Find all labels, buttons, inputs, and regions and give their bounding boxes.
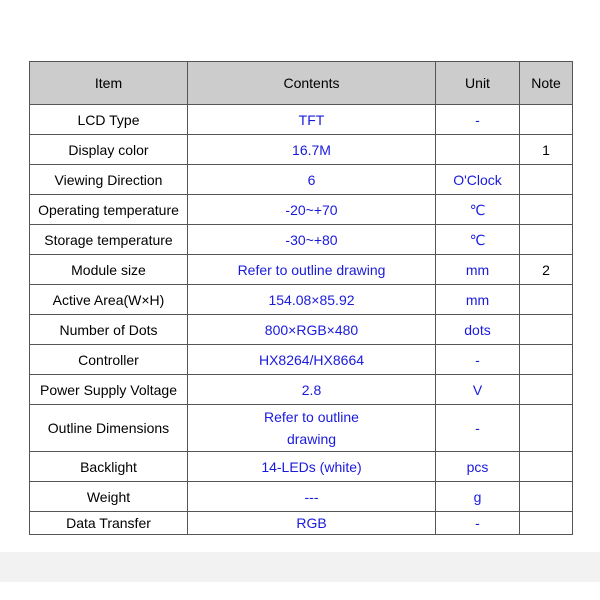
row-note	[520, 225, 573, 255]
table-row	[30, 225, 573, 255]
row-unit: pcs	[436, 452, 520, 482]
row-contents	[188, 405, 436, 452]
specification-table	[29, 61, 573, 535]
row-note	[520, 512, 573, 535]
table-row	[30, 315, 573, 345]
row-item: Power Supply Voltage	[30, 375, 188, 405]
table-row	[30, 195, 573, 225]
table-row	[30, 105, 573, 135]
row-note	[520, 195, 573, 225]
table-row	[30, 255, 573, 285]
table-row	[30, 405, 573, 452]
row-unit: O'Clock	[436, 165, 520, 195]
row-unit: -	[436, 105, 520, 135]
row-unit: ℃	[436, 225, 520, 255]
row-unit: -	[436, 512, 520, 535]
row-item: LCD Type	[30, 105, 188, 135]
row-note: 2	[520, 255, 573, 285]
row-item: Display color	[30, 135, 188, 165]
header-item: Item	[30, 62, 188, 105]
table-row	[30, 452, 573, 482]
table-row	[30, 345, 573, 375]
row-contents: HX8264/HX8664	[188, 345, 436, 375]
row-contents: RGB	[188, 512, 436, 535]
row-contents-line2: drawing	[286, 431, 337, 447]
row-unit: mm	[436, 255, 520, 285]
row-unit: V	[436, 375, 520, 405]
row-note	[520, 165, 573, 195]
row-item: Weight	[30, 482, 188, 512]
row-note	[520, 315, 573, 345]
row-note	[520, 375, 573, 405]
row-unit	[436, 135, 520, 165]
table-row	[30, 165, 573, 195]
row-contents: 6	[188, 165, 436, 195]
row-unit: -	[436, 405, 520, 452]
row-note	[520, 345, 573, 375]
header-unit: Unit	[436, 62, 520, 105]
row-item: Backlight	[30, 452, 188, 482]
row-unit: -	[436, 345, 520, 375]
row-note	[520, 105, 573, 135]
header-row	[30, 62, 573, 105]
bottom-band	[0, 552, 600, 582]
row-unit: g	[436, 482, 520, 512]
row-unit: dots	[436, 315, 520, 345]
table-row	[30, 482, 573, 512]
row-contents: 16.7M	[188, 135, 436, 165]
row-contents: Refer to outline drawing	[188, 255, 436, 285]
row-item: Data Transfer	[30, 512, 188, 535]
row-item: Viewing Direction	[30, 165, 188, 195]
row-note	[520, 285, 573, 315]
row-note: 1	[520, 135, 573, 165]
row-item: Number of Dots	[30, 315, 188, 345]
row-item: Operating temperature	[30, 195, 188, 225]
header-note: Note	[520, 62, 573, 105]
row-contents: ---	[188, 482, 436, 512]
table-row	[30, 135, 573, 165]
table-row	[30, 285, 573, 315]
row-contents: 800×RGB×480	[188, 315, 436, 345]
row-note	[520, 405, 573, 452]
row-contents-line1: Refer to outline	[264, 409, 359, 425]
row-item: Module size	[30, 255, 188, 285]
row-item: Outline Dimensions	[30, 405, 188, 452]
row-item: Storage temperature	[30, 225, 188, 255]
table-row	[30, 512, 573, 535]
row-contents: -30~+80	[188, 225, 436, 255]
row-item: Controller	[30, 345, 188, 375]
row-note	[520, 482, 573, 512]
row-note	[520, 452, 573, 482]
row-contents: 14-LEDs (white)	[188, 452, 436, 482]
row-contents: -20~+70	[188, 195, 436, 225]
row-unit: ℃	[436, 195, 520, 225]
row-contents: TFT	[188, 105, 436, 135]
row-contents: 154.08×85.92	[188, 285, 436, 315]
table-row	[30, 375, 573, 405]
row-contents: 2.8	[188, 375, 436, 405]
header-contents: Contents	[188, 62, 436, 105]
row-item: Active Area(W×H)	[30, 285, 188, 315]
row-unit: mm	[436, 285, 520, 315]
